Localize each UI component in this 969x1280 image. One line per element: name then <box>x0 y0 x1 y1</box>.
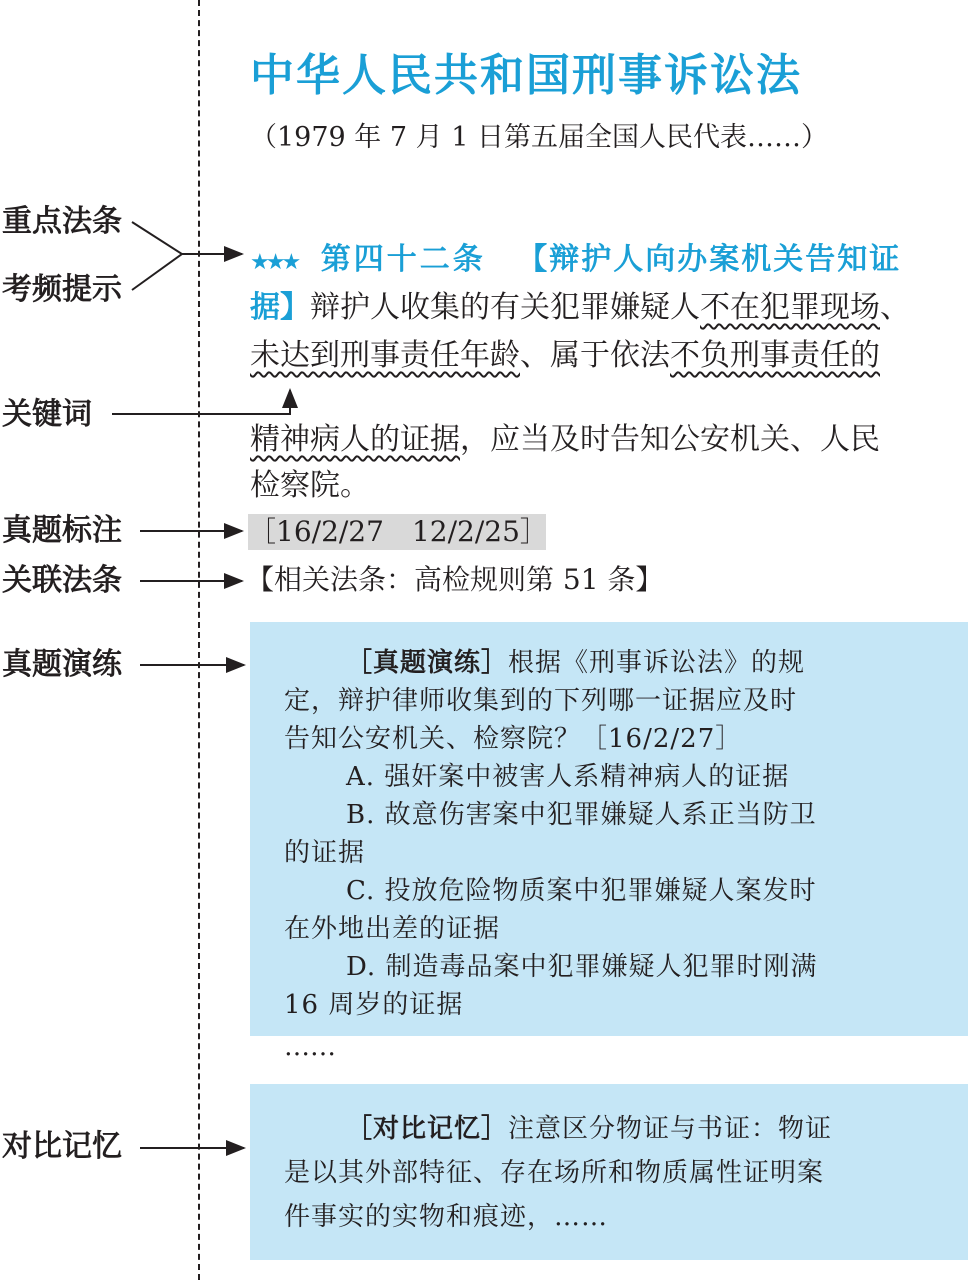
arrow-keyword <box>112 390 290 414</box>
compare-line-1 <box>346 1110 936 1148</box>
article-heading-line <box>250 240 901 283</box>
practice-line-1 <box>346 644 936 682</box>
article-heading-cont: 据】 <box>250 290 310 325</box>
article-text: 、属于依法 <box>520 338 670 373</box>
practice-tag: ［真题演练］ <box>346 648 509 678</box>
label-frequency-hint: 考频提示 <box>2 272 122 307</box>
compare-line-3: 件事实的实物和痕迹，…… <box>284 1202 609 1232</box>
keyword-underlined: 未达到刑事责任年龄 <box>250 338 520 373</box>
practice-line-2: 定，辩护律师收集到的下列哪一证据应及时 <box>284 686 798 716</box>
article-text: 辩护人收集的有关犯罪嫌疑人 <box>310 290 700 325</box>
compare-tag: ［对比记忆］ <box>346 1114 509 1144</box>
label-related-article: 关联法条 <box>2 563 122 598</box>
keyword-underlined: 精神病人的证据 <box>250 422 460 457</box>
related-article: 【相关法条：高检规则第 51 条】 <box>246 563 664 596</box>
option-c-cont: 在外地出差的证据 <box>284 914 501 944</box>
option-a: A. 强奸案中被害人系精神病人的证据 <box>346 762 790 792</box>
label-practice: 真题演练 <box>2 647 122 682</box>
law-subtitle: （1979 年 7 月 1 日第五届全国人民代表……） <box>250 122 828 153</box>
practice-box <box>250 622 968 1036</box>
compare-text: 注意区分物证与书证：物证 <box>508 1114 833 1144</box>
option-d: D. 制造毒品案中犯罪嫌疑人犯罪时刚满 <box>346 952 818 982</box>
practice-ellipsis: …… <box>284 1032 336 1062</box>
exam-citation: ［16/2/27 12/2/25］ <box>248 515 548 548</box>
article-text: ，应当及时告知公安机关、人民 <box>460 422 880 457</box>
option-c: C. 投放危险物质案中犯罪嫌疑人案发时 <box>346 876 817 906</box>
article-line-1 <box>250 288 910 328</box>
label-key-article: 重点法条 <box>2 204 122 239</box>
compare-line-2: 是以其外部特征、存在场所和物质属性证明案 <box>284 1158 825 1188</box>
article-text: 、 <box>880 290 910 325</box>
article-heading: 【辩护人向办案机关告知证 <box>517 242 902 277</box>
option-d-cont: 16 周岁的证据 <box>284 990 464 1020</box>
label-exam-mark: 真题标注 <box>2 513 122 548</box>
label-compare: 对比记忆 <box>2 1129 122 1164</box>
article-line-4: 检察院。 <box>250 468 370 503</box>
star-icon: ★★★ <box>250 250 298 275</box>
keyword-underlined: 不在犯罪现场 <box>700 290 880 325</box>
law-title: 中华人民共和国刑事诉讼法 <box>250 50 802 101</box>
option-b-cont: 的证据 <box>284 838 366 868</box>
practice-line-3: 告知公安机关、检察院？［16/2/27］ <box>284 724 743 754</box>
article-line-2 <box>250 336 880 376</box>
option-b: B. 故意伤害案中犯罪嫌疑人系正当防卫 <box>346 800 817 830</box>
article-number: 第四十二条 <box>320 242 486 277</box>
keyword-underlined: 不负刑事责任的 <box>670 338 880 373</box>
compare-box <box>250 1084 968 1260</box>
article-line-3 <box>250 420 880 460</box>
label-keyword: 关键词 <box>2 397 92 432</box>
bracket-arrow-lines <box>132 222 182 290</box>
practice-text: 根据《刑事诉讼法》的规 <box>508 648 806 678</box>
